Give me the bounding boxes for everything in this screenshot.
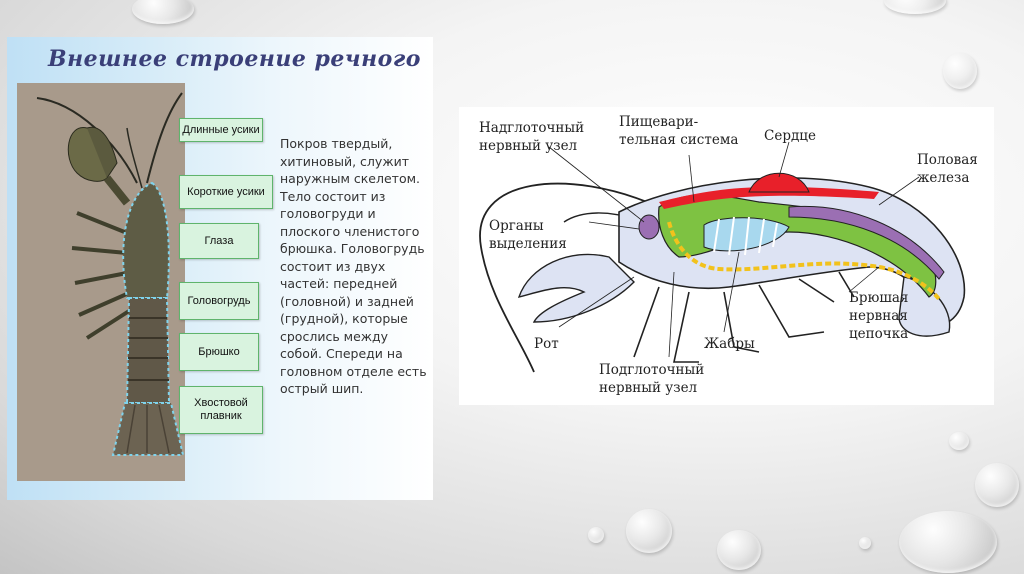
label-eyes: Глаза (179, 223, 259, 259)
label-tail-fin: Хвостовой плавник (179, 386, 263, 434)
crayfish-illustration (17, 83, 185, 481)
label-excretory-organs: Органы выделения (489, 218, 567, 252)
water-drop-decoration (975, 463, 1019, 507)
label-short-antennae: Короткие усики (179, 175, 273, 209)
internal-structure-diagram (459, 107, 994, 405)
water-drop-decoration (949, 432, 969, 450)
water-drop-decoration (132, 0, 194, 24)
label-cephalothorax: Головогрудь (179, 282, 259, 320)
label-subglottic-ganglion: Подглоточный нервный узел (599, 362, 705, 396)
label-supraglottic-ganglion: Надглоточный нервный узел (479, 120, 585, 154)
label-heart: Сердце (764, 128, 816, 144)
label-gonad: Половая железа (917, 152, 978, 186)
water-drop-decoration (626, 509, 672, 553)
label-gills: Жабры (704, 336, 755, 352)
description-text: Покров твердый, хитиновый, служит наружным скелетом. Тело состоит из головогруди и плоского членистого брюшка. Головогрудь состоит из двух частей: передней (головной) и задней (грудной), которые срослись между собой. Спереди на головном отделе есть острый шип. (280, 136, 427, 396)
water-drop-decoration (717, 530, 761, 570)
label-ventral-nerve-cord: Брюшая нервная цепочка (849, 290, 909, 342)
water-drop-decoration (588, 527, 604, 543)
label-digestive-system: Пищевари-тельная система (619, 114, 739, 148)
label-mouth: Рот (534, 336, 559, 352)
water-drop-decoration (899, 511, 997, 573)
label-long-antennae: Длинные усики (179, 118, 263, 142)
slide-title: Внешнее строение речного (48, 46, 421, 72)
water-drop-decoration (859, 537, 871, 549)
crayfish-photo (17, 83, 185, 481)
label-abdomen: Брюшко (179, 333, 259, 371)
water-drop-decoration (884, 0, 946, 14)
water-drop-decoration (943, 53, 977, 89)
